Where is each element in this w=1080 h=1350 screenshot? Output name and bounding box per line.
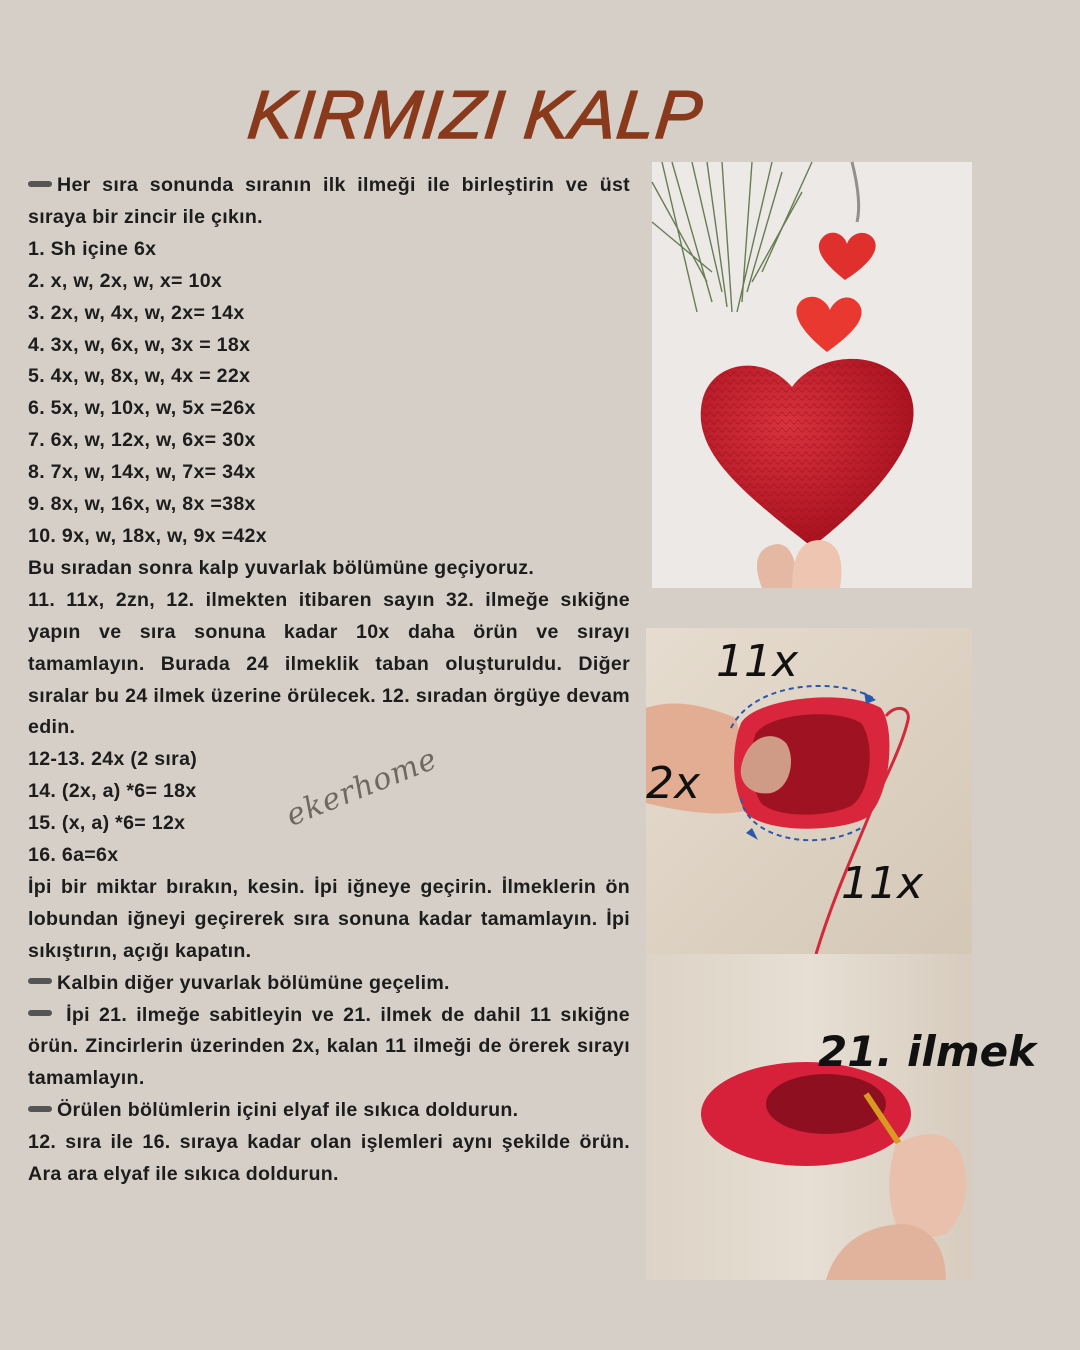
instruction-line [28,521,630,553]
instruction-line [28,1127,630,1191]
label-2x: 2x [646,758,701,809]
instruction-line [28,968,630,1000]
instruction-text: 5. 4x, w, 8x, w, 4x = 22x [28,365,251,388]
photo-21-stitch [646,954,1036,1280]
instruction-line [28,393,630,425]
instruction-line [28,298,630,330]
instruction-text: Kalbin diğer yuvarlak bölümüne geçelim. [57,971,450,994]
photo-base-step [646,628,972,954]
instruction-text: Bu sıradan sonra kalp yuvarlak bölümüne geçiyoruz. [28,556,535,579]
instruction-text: Her sıra sonunda sıranın ilk ilmeği ile birleştirin ve üst sıraya bir zincir ile çıkın. [28,174,630,228]
instruction-line [28,840,630,872]
instruction-text: 8. 7x, w, 14x, w, 7x= 34x [28,461,256,484]
instruction-line [28,330,630,362]
instruction-text: 11. 11x, 2zn, 12. ilmekten itibaren sayın 32. ilmeğe sıkiğne yapın ve sıra sonuna kadar 10x daha örün ve sırayı tamamlayın. Burada 24 ilmeklik taban oluşturuldu. Diğer sıralar bu 24 ilmek üzerine örülecek. 12. sıradan örgüye devam edin. [28,588,630,739]
instruction-text: Örülen bölümlerin içini elyaf ile sıkıca doldurun. [57,1099,519,1122]
instruction-line [28,489,630,521]
instruction-line [28,744,630,776]
instruction-line [28,234,630,266]
instruction-line [28,872,630,968]
instruction-text: 7. 6x, w, 12x, w, 6x= 30x [28,429,256,452]
label-11x-top: 11x [716,636,799,687]
instruction-text: 12. sıra ile 16. sıraya kadar olan işlemleri aynı şekilde örün. Ara ara elyaf ile sıkıca doldurun. [28,1131,630,1186]
watermark: ekerhome [281,741,443,834]
dash-icon [28,978,52,984]
instruction-text: 12-13. 24x (2 sıra) [28,748,198,771]
instruction-text: 1. Sh içine 6x [28,237,157,260]
title-text: KIRMIZI KALP [244,77,707,153]
instruction-line [28,1095,630,1127]
instruction-text: 14. (2x, a) *6= 18x [28,780,197,803]
instruction-text: 10. 9x, w, 18x, w, 9x =42x [28,524,267,547]
label-11x-bottom: 11x [841,858,924,909]
instruction-text: 9. 8x, w, 16x, w, 8x =38x [28,493,256,516]
dash-icon [28,1010,52,1016]
instruction-line [28,361,630,393]
instruction-text: İpi bir miktar bırakın, kesin. İpi iğneye geçirin. İlmeklerin ön lobundan iğneyi geçirerek sıra sonuna kadar tamamlayın. İpi sıkıştırın, açığı kapatın. [28,875,630,962]
photo-finished-heart [652,162,972,588]
instruction-text: 16. 6a=6x [28,844,119,867]
instruction-line [28,1000,630,1096]
page-title [244,72,707,162]
instruction-text: 6. 5x, w, 10x, w, 5x =26x [28,397,256,420]
instruction-line [28,425,630,457]
dash-icon [28,181,52,187]
instruction-text: 4. 3x, w, 6x, w, 3x = 18x [28,333,251,356]
instruction-line [28,457,630,489]
instruction-line [28,266,630,298]
instruction-text: 3. 2x, w, 4x, w, 2x= 14x [28,301,245,324]
dash-icon [28,1106,52,1112]
instruction-text: 2. x, w, 2x, w, x= 10x [28,269,223,292]
instruction-text: 15. (x, a) *6= 12x [28,812,186,835]
instruction-text: İpi 21. ilmeğe sabitleyin ve 21. ilmek de dahil 11 sıkiğne örün. Zincirlerin üzerinden 2x, kalan 11 ilmeği de örerek sırayı tamamlayın. [28,1003,630,1090]
label-21-ilmek: 21. ilmek [818,1027,1036,1076]
instructions [28,170,630,1191]
instruction-line [28,170,630,234]
instruction-line [28,553,630,585]
instruction-line [28,585,630,745]
